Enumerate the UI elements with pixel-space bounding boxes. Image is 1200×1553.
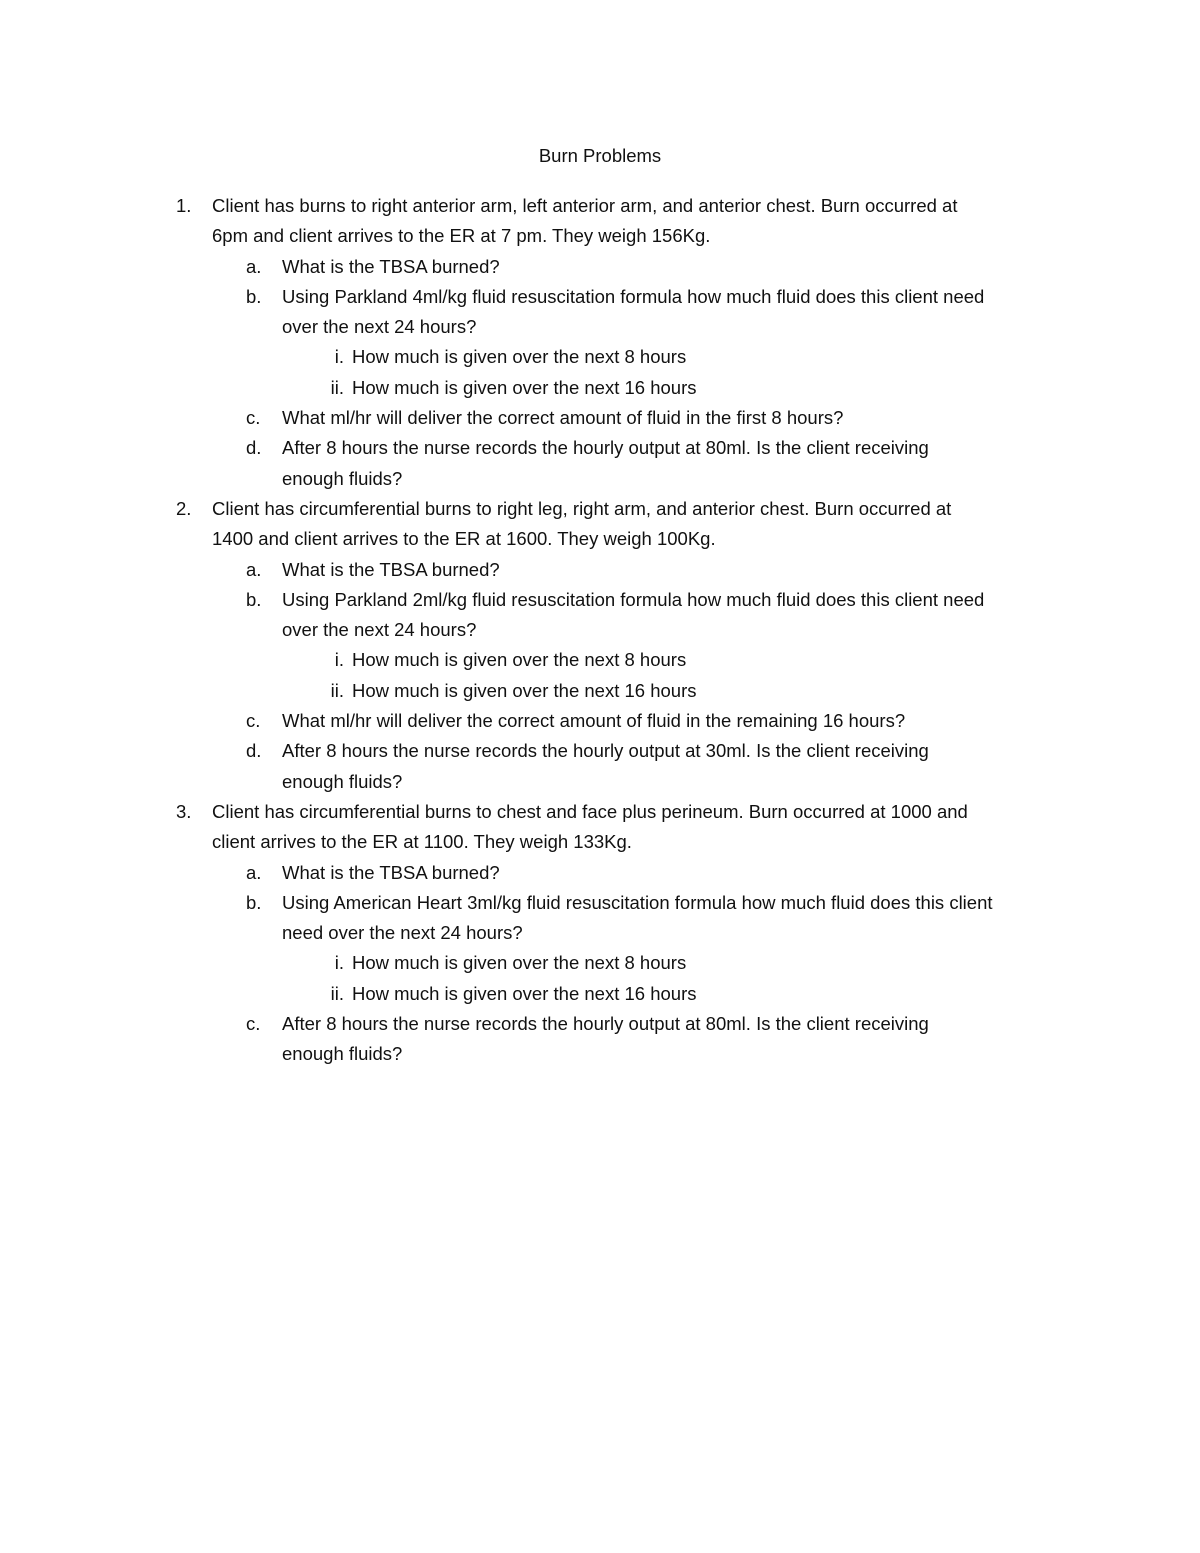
problem-1-line-marker: 1.	[176, 195, 192, 216]
subquestion-3-b-i-text: How much is given over the next 8 hours	[352, 952, 687, 974]
question-1-b-line-text: Using Parkland 4ml/kg fluid resuscitation formula how much fluid does this client need	[282, 285, 985, 307]
subquestion-3-b-ii-marker: ii.	[330, 982, 344, 1004]
question-2-c-line	[0, 706, 1200, 736]
problem-list	[0, 191, 1200, 1070]
question-1-a-line	[0, 252, 1200, 282]
problem-3-line	[0, 827, 1200, 857]
question-1-b-line-text: over the next 24 hours?	[282, 316, 477, 338]
question-1-d-line	[0, 464, 1200, 494]
problem-1-line	[0, 221, 1200, 251]
question-1-d-line	[0, 433, 1200, 463]
question-2-c-line-marker: c.	[246, 710, 261, 732]
problem-2-line-text: Client has circumferential burns to right leg, right arm, and anterior chest. Burn occurred at	[212, 497, 952, 519]
problem-2-line-marker: 2.	[176, 497, 192, 519]
problem-3-line-marker: 3.	[176, 800, 192, 822]
question-1-b-line	[0, 282, 1200, 312]
question-2-d-line	[0, 736, 1200, 766]
subquestion-2-b-i	[0, 645, 1200, 675]
question-1-c-line	[0, 403, 1200, 433]
subquestion-3-b-ii	[0, 979, 1200, 1009]
question-3-b-line-marker: b.	[246, 891, 262, 913]
problem-3-line-text: Client has circumferential burns to chest and face plus perineum. Burn occurred at 1000 and	[212, 800, 968, 822]
question-2-a-line-text: What is the TBSA burned?	[282, 558, 500, 580]
question-1-b-line	[0, 312, 1200, 342]
subquestion-2-b-i-text: How much is given over the next 8 hours	[352, 649, 687, 671]
question-2-b-line-text: Using Parkland 2ml/kg fluid resuscitation formula how much fluid does this client need	[282, 588, 985, 610]
question-2-d-line-marker: d.	[246, 740, 262, 762]
question-1-c-line-marker: c.	[246, 407, 261, 429]
question-2-b-line-text: over the next 24 hours?	[282, 619, 477, 641]
problem-1-line-text: 6pm and client arrives to the ER at 7 pm. They weigh 156Kg.	[212, 225, 711, 247]
problem-3-line	[0, 797, 1200, 827]
question-3-b-line	[0, 888, 1200, 918]
question-3-a-line-marker: a.	[246, 861, 262, 883]
question-3-c-line	[0, 1009, 1200, 1039]
question-3-a-line	[0, 858, 1200, 888]
question-1-d-line-text: enough fluids?	[282, 467, 403, 489]
subquestion-1-b-i-text: How much is given over the next 8 hours	[352, 346, 687, 368]
problem-2-line-text: 1400 and client arrives to the ER at 1600. They weigh 100Kg.	[212, 528, 716, 550]
subquestion-2-b-ii	[0, 676, 1200, 706]
question-1-c-line-text: What ml/hr will deliver the correct amount of fluid in the first 8 hours?	[282, 407, 844, 429]
question-2-d-line	[0, 767, 1200, 797]
subquestion-1-b-ii-text: How much is given over the next 16 hours	[352, 376, 697, 398]
question-2-b-line-marker: b.	[246, 588, 262, 610]
problem-2-line	[0, 494, 1200, 524]
question-2-b-line	[0, 585, 1200, 615]
question-1-a-line-marker: a.	[246, 255, 262, 277]
problem-2-line	[0, 524, 1200, 554]
subquestion-3-b-ii-text: How much is given over the next 16 hours	[352, 982, 697, 1004]
question-2-b-line	[0, 615, 1200, 645]
question-3-a-line-text: What is the TBSA burned?	[282, 861, 500, 883]
problem-3-line-text: client arrives to the ER at 1100. They weigh 133Kg.	[212, 831, 632, 853]
subquestion-1-b-i	[0, 342, 1200, 372]
subquestion-3-b-i-marker: i.	[334, 952, 344, 974]
question-3-b-line	[0, 918, 1200, 948]
question-2-d-line-text: enough fluids?	[282, 770, 403, 792]
subquestion-2-b-i-marker: i.	[334, 649, 344, 671]
subquestion-1-b-i-marker: i.	[334, 346, 344, 368]
question-1-d-line-marker: d.	[246, 437, 262, 459]
question-3-c-line-text: After 8 hours the nurse records the hourly output at 80ml. Is the client receiving	[282, 1013, 929, 1035]
question-1-d-line-text: After 8 hours the nurse records the hourly output at 80ml. Is the client receiving	[282, 437, 929, 459]
question-3-c-line-text: enough fluids?	[282, 1043, 403, 1065]
question-3-c-line	[0, 1039, 1200, 1069]
subquestion-1-b-ii-marker: ii.	[330, 376, 344, 398]
question-2-d-line-text: After 8 hours the nurse records the hourly output at 30ml. Is the client receiving	[282, 740, 929, 762]
question-2-a-line	[0, 555, 1200, 585]
problem-1-line	[0, 191, 1200, 221]
subquestion-1-b-ii	[0, 373, 1200, 403]
question-3-c-line-marker: c.	[246, 1013, 261, 1035]
question-1-b-line-marker: b.	[246, 285, 262, 307]
problem-1-line-text: Client has burns to right anterior arm, left anterior arm, and anterior chest. Burn occurred at	[212, 195, 958, 216]
question-1-a-line-text: What is the TBSA burned?	[282, 255, 500, 277]
subquestion-2-b-ii-text: How much is given over the next 16 hours	[352, 679, 697, 701]
question-2-a-line-marker: a.	[246, 558, 262, 580]
document-title: Burn Problems	[538, 145, 662, 166]
subquestion-2-b-ii-marker: ii.	[330, 679, 344, 701]
question-2-c-line-text: What ml/hr will deliver the correct amount of fluid in the remaining 16 hours?	[282, 710, 906, 732]
subquestion-3-b-i	[0, 948, 1200, 978]
question-3-b-line-text: Using American Heart 3ml/kg fluid resuscitation formula how much fluid does this client	[282, 891, 993, 913]
question-3-b-line-text: need over the next 24 hours?	[282, 922, 523, 944]
